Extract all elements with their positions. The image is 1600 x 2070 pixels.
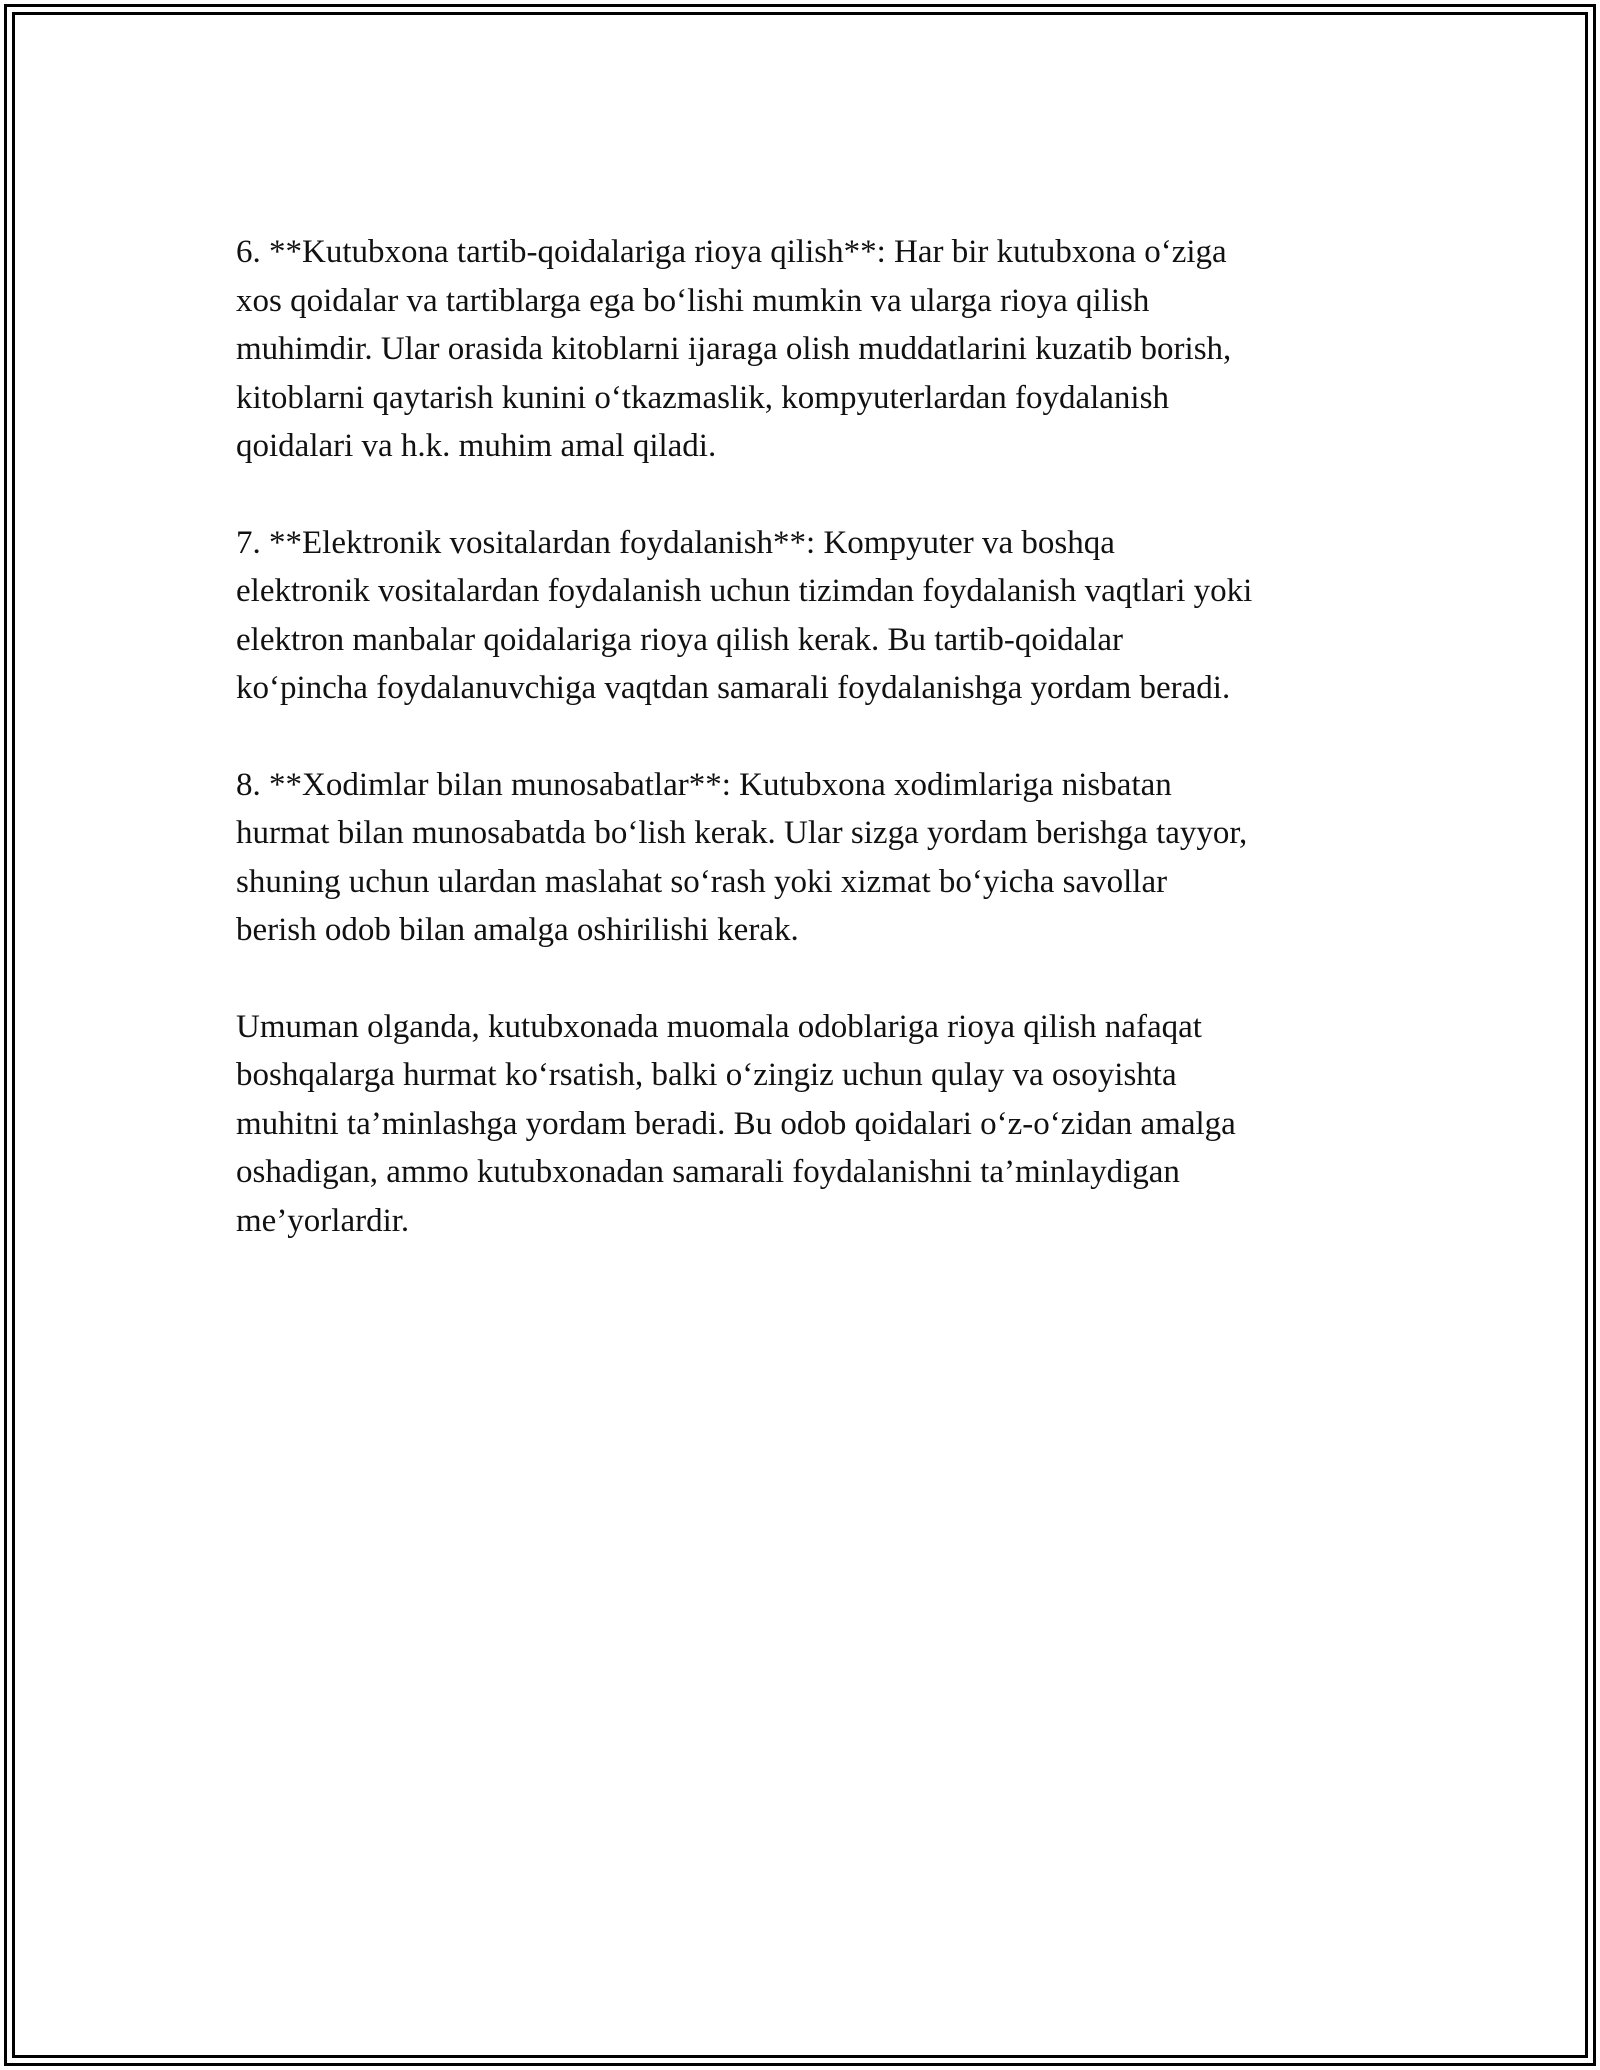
paragraph-rule-8: 8. **Xodimlar bilan munosabatlar**: Kutubxona xodimlariga nisbatan hurmat bilan munosabatda bo‘lish kerak. Ular sizga yordam berishga tayyor, shuning uchun ulardan maslahat so‘rash yoki xizmat bo‘yicha savollar berish odob bilan amalga oshirilishi kerak.	[236, 766, 1248, 948]
document-body	[236, 228, 1406, 1293]
paragraph-rule-7: 7. **Elektronik vositalardan foydalanish**: Kompyuter va boshqa elektronik vositalardan foydalanish uchun tizimdan foydalanish vaqtlari yoki elektron manbalar qoidalariga rioya qilish kerak. Bu tartib-qoidalar ko‘pincha foydalanuvchiga vaqtdan samarali foydalanishga yordam beradi.	[236, 524, 1253, 706]
paragraph-conclusion: Umuman olganda, kutubxonada muomala odoblariga rioya qilish nafaqat boshqalarga hurmat ko‘rsatish, balki o‘zingiz uchun qulay va osoyishta muhitni ta’minlashga yordam beradi. Bu odob qoidalari o‘z-o‘zidan amalga oshadigan, ammo kutubxonadan samarali foydalanishni ta’minlaydigan me’yorlardir.	[236, 1008, 1236, 1239]
paragraph-rule-6: 6. **Kutubxona tartib-qoidalariga rioya qilish**: Har bir kutubxona o‘ziga xos qoidalar va tartiblarga ega bo‘lishi mumkin va ularga rioya qilish muhimdir. Ular orasida kitoblarni ijaraga olish muddatlarini kuzatib borish, kitoblarni qaytarish kunini o‘tkazmaslik, kompyuterlardan foydalanish qoidalari va h.k. muhim amal qiladi.	[236, 234, 1232, 464]
